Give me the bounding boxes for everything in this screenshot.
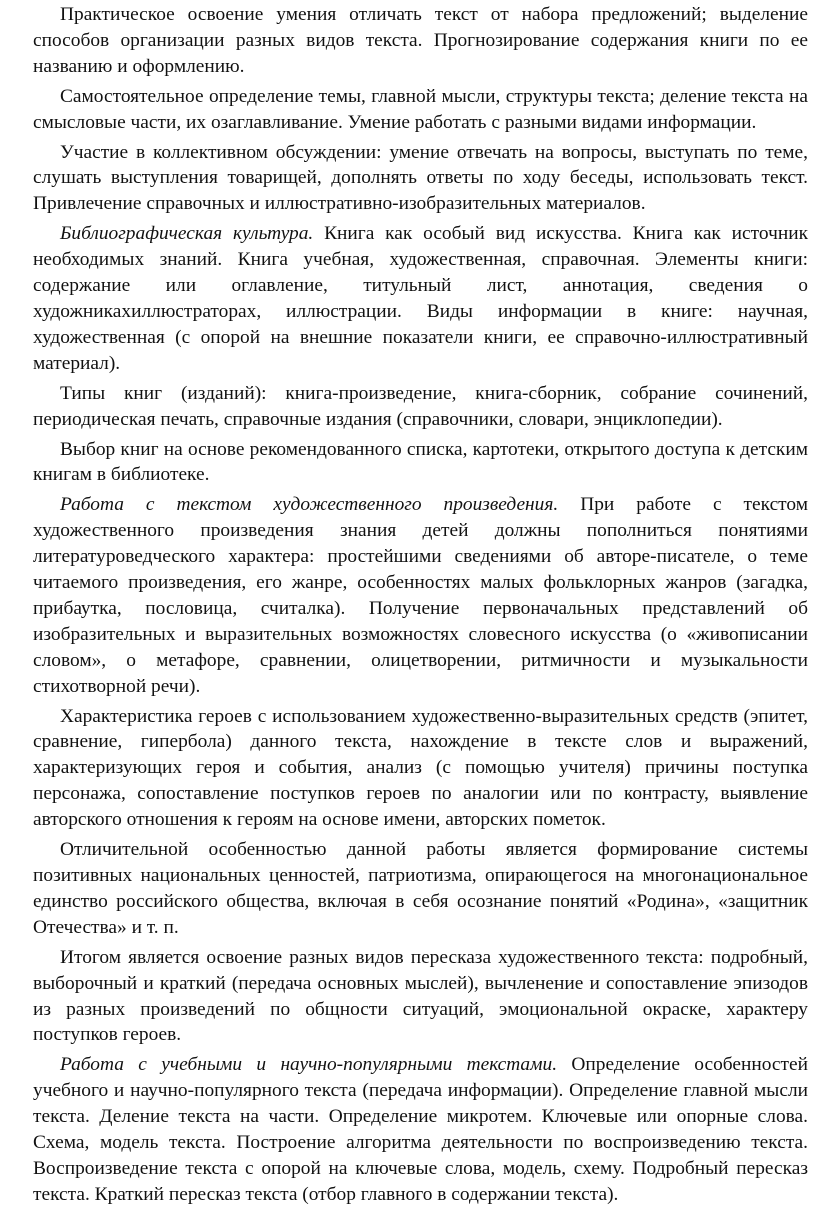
paragraph-book-types bbox=[33, 381, 808, 433]
paragraph-literary-text-work bbox=[33, 492, 808, 699]
paragraph-lead-italic: Работа с учебными и научно-популярными текстами. bbox=[60, 1054, 558, 1076]
paragraph-body: Определение особенностей учебного и научно-популярного текста (передача информации). Определение главной мысли текста. Деление текста на части. Определение микротем. Ключевые или опорные слова. Схема, модель текста. Построение алгоритма деятельности по воспроизведению текста. Воспроизведение текста с опорой на ключевые слова, модель, схему. Подробный пересказ текста. Краткий пересказ текста (отбор главного в содержании текста). bbox=[33, 1054, 808, 1205]
paragraph-body: Участие в коллективном обсуждении: умение отвечать на вопросы, выступать по теме, слушать выступления товарищей, дополнять ответы по ходу беседы, использовать текст. Привлечение справочных и иллюстративно-изобразительных материалов. bbox=[33, 141, 808, 215]
paragraph-theme-main-idea bbox=[33, 84, 808, 136]
paragraph-lead-italic: Библиографическая культура. bbox=[60, 223, 314, 245]
paragraph-educational-texts bbox=[33, 1052, 808, 1207]
paragraph-hero-characteristics bbox=[33, 704, 808, 834]
paragraph-body: Практическое освоение умения отличать текст от набора предложений; выделение способов организации разных видов текста. Прогнозирование содержания книги по ее названию и оформлению. bbox=[33, 4, 808, 77]
paragraph-collective-discussion bbox=[33, 140, 808, 218]
paragraph-retelling-types bbox=[33, 945, 808, 1049]
paragraph-body: Характеристика героев с использованием художественно-выразительных средств (эпитет, сравнение, гипербола) данного текста, нахождение в тексте слов и выражений, характеризующих героя и события, анализ (с помощью учителя) причины поступка персонажа, сопоставление поступков героев по аналогии или по контрасту, выявление авторского отношения к героям на основе имени, авторских пометок. bbox=[33, 705, 808, 831]
paragraph-body: Итогом является освоение разных видов пересказа художественного текста: подробный, выборочный и краткий (передача основных мыслей), вычленение и сопоставление эпизодов из разных произведений по общности ситуаций, эмоциональной окраске, характеру поступков героев. bbox=[33, 946, 808, 1046]
paragraph-book-selection bbox=[33, 437, 808, 489]
paragraph-body: Выбор книг на основе рекомендованного списка, картотеки, открытого доступа к детским книгам в библиотеке. bbox=[33, 438, 808, 486]
paragraph-lead-italic: Работа с текстом художественного произведения. bbox=[60, 494, 559, 516]
paragraph-body: Самостоятельное определение темы, главной мысли, структуры текста; деление текста на смысловые части, их озаглавливание. Умение работать с разными видами информации. bbox=[33, 85, 808, 133]
paragraph-body: Книга как особый вид искусства. Книга как источник необходимых знаний. Книга учебная, художественная, справочная. Элементы книги: содержание или оглавление, титульный лист, аннотация, сведения о художникахиллюстраторах, иллюстрации. Виды информации в книге: научная, художественная (с опорой на внешние показатели книги, ее справочно-иллюстративный материал). bbox=[33, 223, 808, 374]
paragraph-bibliographic-culture bbox=[33, 221, 808, 376]
paragraph-text-vs-sentences bbox=[33, 2, 808, 80]
paragraph-body: Типы книг (изданий): книга-произведение, книга-сборник, собрание сочинений, периодическая печать, справочные издания (справочники, словари, энциклопедии). bbox=[33, 382, 808, 430]
paragraph-national-values bbox=[33, 837, 808, 941]
paragraph-body: Отличительной особенностью данной работы является формирование системы позитивных национальных ценностей, патриотизма, опирающегося на многонациональное единство российского общества, включая в себя осознание понятий «Родина», «защитник Отечества» и т. п. bbox=[33, 839, 808, 938]
paragraph-body: При работе с текстом художественного произведения знания детей должны пополниться понятиями литературоведческого характера: простейшими сведениями об авторе-писателе, о теме читаемого произведения, его жанре, особенностях малых фольклорных жанров (загадка, прибаутка, пословица, считалка). Получение первоначальных представлений об изобразительных и выразительных возможностях словесного искусства (о «живописании словом», о метафоре, сравнении, олицетворении, ритмичности и музыкальности стихотворной речи). bbox=[33, 494, 808, 697]
